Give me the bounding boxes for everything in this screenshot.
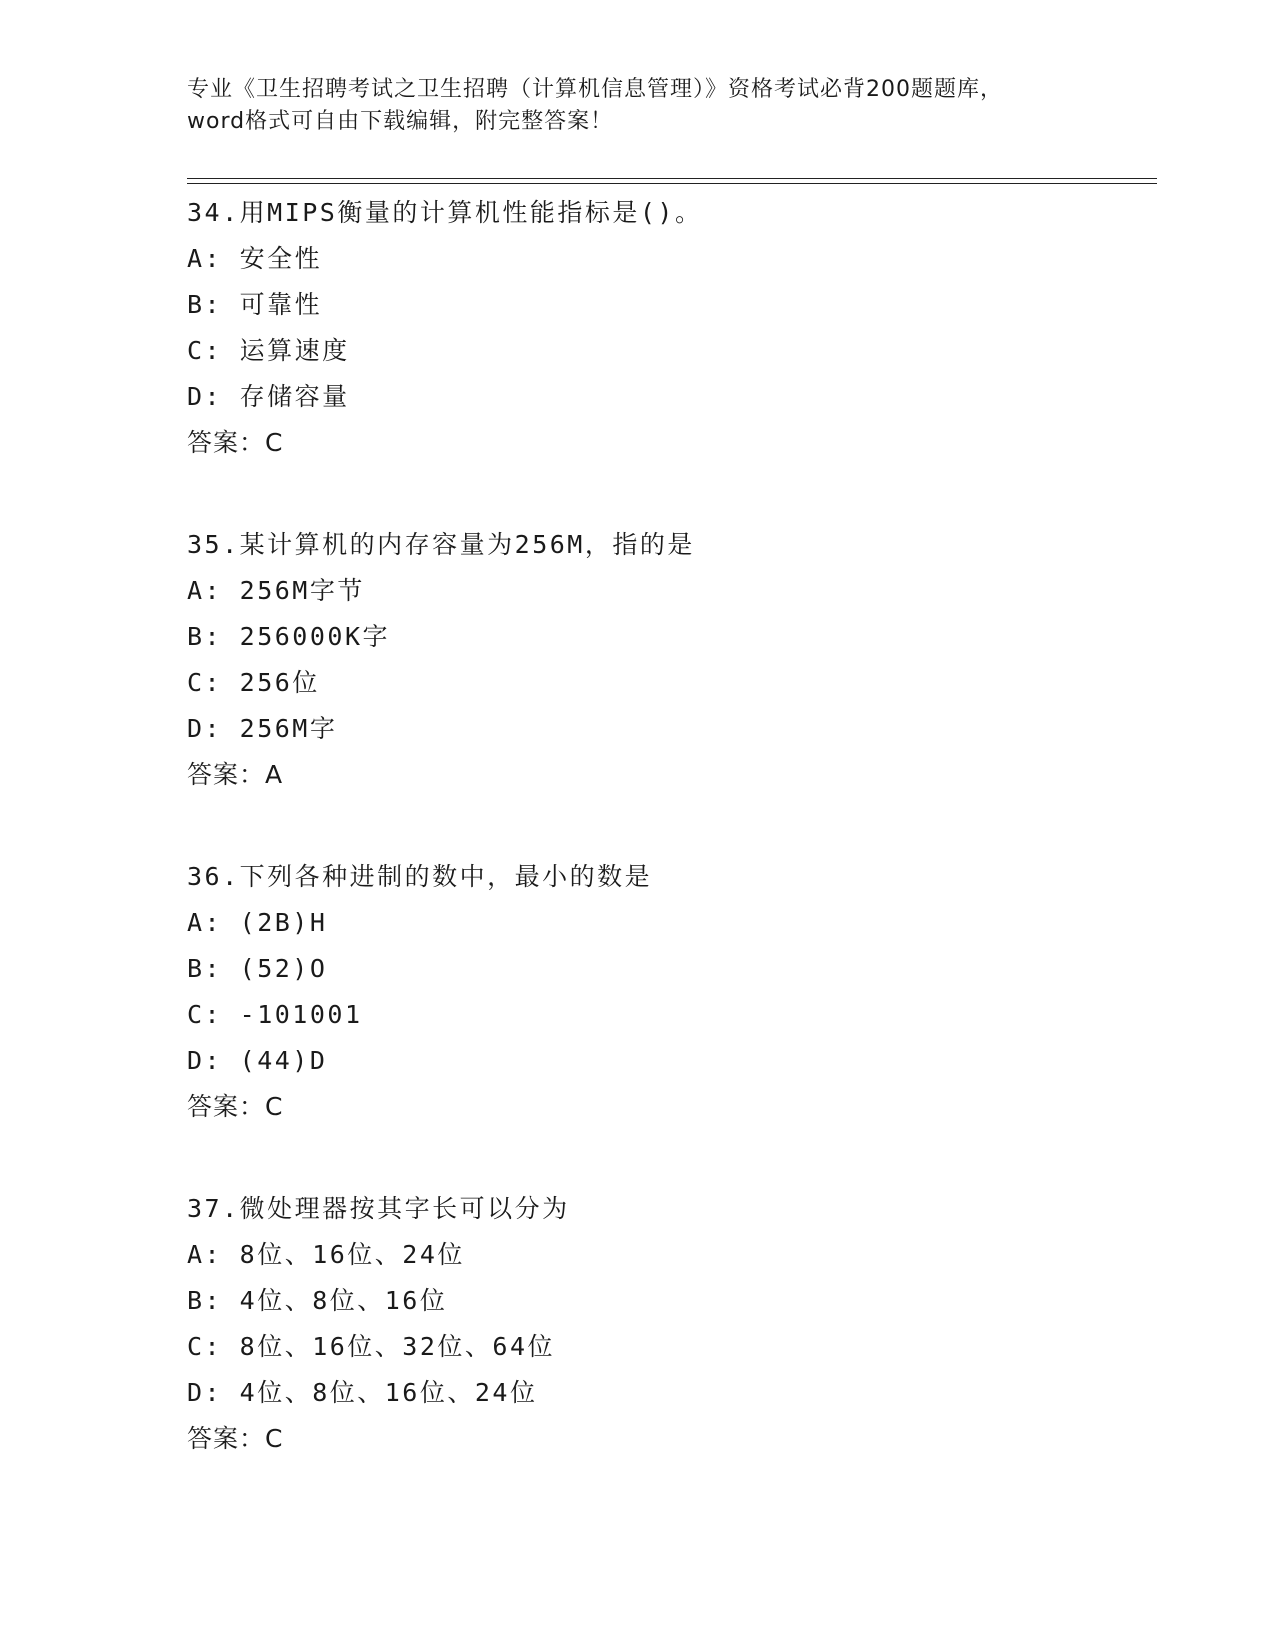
option-a: A: 256M字节 [187, 576, 365, 605]
option-b: B: 4位、8位、16位 [187, 1286, 448, 1315]
option-b: B: (52)O [187, 954, 328, 983]
question-stem: 34.用MIPS衡量的计算机性能指标是()。 [187, 198, 703, 227]
document-header [187, 74, 1107, 138]
header-line-1: 专业《卫生招聘考试之卫生招聘（计算机信息管理）》资格考试必背200题题库， [187, 77, 1003, 102]
answer-text: 答案：C [187, 1424, 284, 1453]
answer-text: 答案：C [187, 428, 284, 457]
question-stem: 35.某计算机的内存容量为256M，指的是 [187, 530, 695, 559]
option-d: D: (44)D [187, 1046, 328, 1075]
option-c: C: 256位 [187, 668, 320, 697]
question-36 [187, 854, 1157, 1130]
answer-text: 答案：A [187, 760, 284, 789]
answer-text: 答案：C [187, 1092, 284, 1121]
option-a: A: 安全性 [187, 244, 323, 273]
option-a: A: 8位、16位、24位 [187, 1240, 465, 1269]
question-stem: 37.微处理器按其字长可以分为 [187, 1194, 570, 1223]
option-c: C: 运算速度 [187, 336, 350, 365]
option-d: D: 存储容量 [187, 382, 350, 411]
header-divider-top [187, 178, 1157, 179]
question-34 [187, 190, 1157, 466]
question-35 [187, 522, 1157, 798]
option-d: D: 4位、8位、16位、24位 [187, 1378, 538, 1407]
question-list [187, 190, 1157, 1518]
option-c: C: -101001 [187, 1000, 363, 1029]
header-line-2: word格式可自由下载编辑，附完整答案！ [187, 109, 614, 134]
option-d: D: 256M字 [187, 714, 338, 743]
option-b: B: 可靠性 [187, 290, 323, 319]
header-divider-bottom [187, 183, 1157, 184]
question-37 [187, 1186, 1157, 1462]
option-b: B: 256000K字 [187, 622, 391, 651]
option-c: C: 8位、16位、32位、64位 [187, 1332, 556, 1361]
question-stem: 36.下列各种进制的数中，最小的数是 [187, 862, 653, 891]
option-a: A: (2B)H [187, 908, 328, 937]
